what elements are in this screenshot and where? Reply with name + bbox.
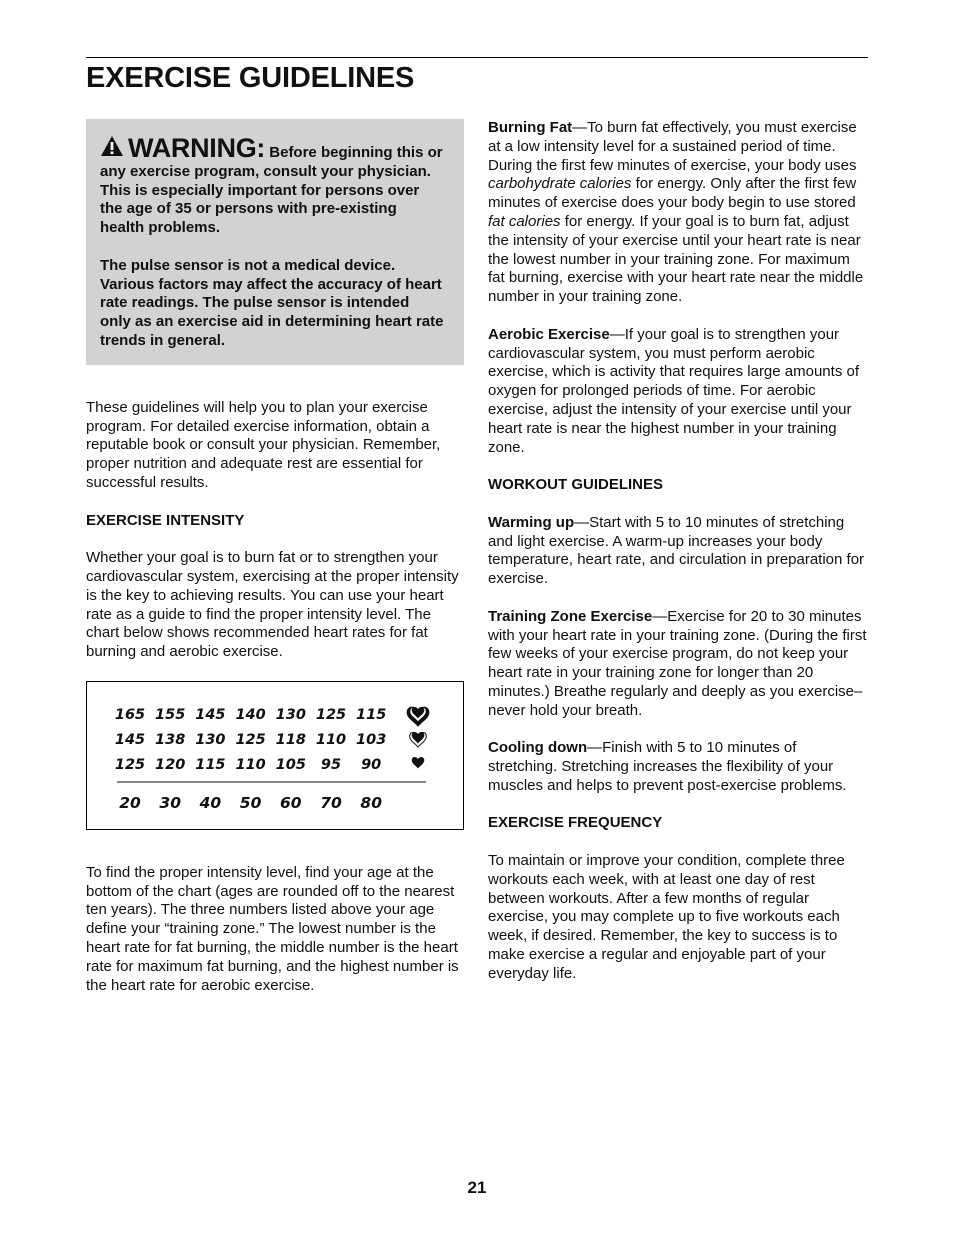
heart-rate-value: 125 bbox=[235, 731, 266, 748]
warning-paragraph-1 bbox=[100, 135, 444, 238]
heart-rate-value: 140 bbox=[235, 706, 266, 723]
cooling-down-text: —Finish with 5 to 10 minutes of stretching. Stretching increases the flexibility of your muscles and helps to prevent post-exercise problems. bbox=[488, 739, 847, 794]
training-zone-paragraph bbox=[488, 608, 868, 721]
heart-rate-value: 105 bbox=[275, 756, 306, 773]
heart-rate-value: 130 bbox=[275, 706, 306, 723]
single-heart-icon bbox=[412, 757, 424, 767]
heart-rate-chart-svg bbox=[87, 682, 457, 829]
heart-rate-value: 130 bbox=[195, 731, 226, 748]
aerobic-text: —If your goal is to strengthen your cardiovascular system, you must perform aerobic exercise, which is activity that requires large amounts of oxygen for prolonged periods of time. For aerobic exercise, adjust the intensity of your exercise until your heart rate is near the highest number in your training zone. bbox=[488, 325, 859, 456]
cooling-down-paragraph bbox=[488, 739, 868, 795]
heart-rate-value: 120 bbox=[155, 756, 186, 773]
top-rule bbox=[86, 57, 868, 58]
intro-paragraph: These guidelines will help you to plan your exercise program. For detailed exercise information, obtain a reputable book or consult your physician. Remember, proper nutrition and adequate rest are essential for successful results. bbox=[86, 398, 441, 491]
frequency-paragraph: To maintain or improve your condition, complete three workouts each week, with at least one day of rest between workouts. After a few months of regular exercise, you may complete up to five workouts each week, if desired. Remember, the key to success is to make exercise a regular and enjoyable part of your everyday life. bbox=[488, 852, 845, 982]
heart-rate-value: 110 bbox=[235, 756, 266, 773]
workout-guidelines-heading: WORKOUT GUIDELINES bbox=[488, 476, 663, 494]
warning-text-1: Before beginning this or any exercise program, consult your physician. This is especially important for persons over the age of 35 or persons with pre-existing health problems. bbox=[100, 144, 443, 237]
warming-up-text: —Start with 5 to 10 minutes of stretching and light exercise. A warm-up increases your body temperature, heart rate, and circulation in preparation for exercise. bbox=[488, 513, 865, 588]
burning-fat-label: Burning Fat bbox=[488, 119, 573, 136]
page-title: EXERCISE GUIDELINES bbox=[86, 62, 415, 94]
burning-fat-text-2: for energy. Only after the first few minutes of exercise does your body begin to use stored bbox=[488, 175, 857, 212]
heart-rate-value: 138 bbox=[155, 731, 186, 748]
heart-rate-value: 145 bbox=[114, 731, 146, 748]
training-zone-label: Training Zone Exercise bbox=[488, 607, 653, 625]
heart-rate-value: 125 bbox=[315, 706, 347, 723]
age-value: 80 bbox=[360, 793, 382, 812]
left-column bbox=[86, 119, 464, 1014]
age-value: 40 bbox=[199, 793, 222, 812]
age-value: 30 bbox=[159, 793, 181, 812]
right-column bbox=[488, 119, 868, 1002]
heart-rate-chart bbox=[86, 681, 464, 830]
warning-word: WARNING: bbox=[128, 133, 266, 163]
intensity-paragraph: Whether your goal is to burn fat or to strengthen your cardiovascular system, exercising at the proper intensity is the key to achieving results. You can use your heart rate as a guide to find the proper intensity level. The chart below shows recommended heart rates for fat burning and aerobic exercise. bbox=[86, 549, 459, 661]
heart-rate-value: 95 bbox=[320, 756, 342, 773]
double-heart-icon bbox=[410, 732, 427, 747]
heart-rate-value: 115 bbox=[356, 706, 387, 723]
warming-up-label: Warming up bbox=[488, 513, 575, 531]
heart-rate-value: 110 bbox=[315, 731, 347, 748]
burning-fat-paragraph bbox=[488, 119, 868, 307]
heart-rate-value: 118 bbox=[275, 731, 306, 748]
warning-heading bbox=[100, 133, 266, 163]
warning-triangle-icon bbox=[100, 135, 124, 157]
warming-up-paragraph bbox=[488, 514, 868, 589]
heart-rate-value: 165 bbox=[114, 706, 146, 723]
chart-explanation-paragraph: To find the proper intensity level, find your age at the bottom of the chart (ages are rounded off to the nearest ten years). The three numbers listed above your age define your “training zone.” The lowest number is the heart rate for fat burning, the middle number is the heart rate for maximum fat burning, and the highest number is the heart rate for aerobic exercise. bbox=[86, 863, 459, 994]
training-zone-text: —Exercise for 20 to 30 minutes with your heart rate in your training zone. (During the first few weeks of your exercise program, do not keep your heart rate in your training zone for longer than 20 minutes.) Breathe regularly and deeply as you exercise–never hold your breath. bbox=[488, 607, 867, 719]
warning-box bbox=[86, 119, 464, 365]
age-value: 70 bbox=[320, 793, 342, 812]
burning-fat-em-1: carbohydrate calories bbox=[488, 175, 632, 193]
heart-rate-value: 103 bbox=[356, 731, 387, 748]
age-value: 60 bbox=[280, 793, 302, 812]
aerobic-paragraph bbox=[488, 326, 868, 458]
heart-rate-value: 155 bbox=[155, 706, 186, 723]
page-number: 21 bbox=[467, 1178, 487, 1197]
age-value: 20 bbox=[119, 793, 141, 812]
exercise-frequency-heading: EXERCISE FREQUENCY bbox=[488, 814, 663, 832]
triple-heart-icon bbox=[407, 707, 429, 726]
burning-fat-em-2: fat calories bbox=[488, 212, 561, 230]
age-value: 50 bbox=[239, 793, 262, 812]
heart-rate-value: 145 bbox=[195, 706, 226, 723]
heart-rate-value: 115 bbox=[195, 756, 226, 773]
cooling-down-label: Cooling down bbox=[488, 739, 588, 757]
burning-fat-text-1: —To burn fat effectively, you must exercise at a low intensity level for a sustained period of time. During the first few minutes of exercise, your body uses bbox=[488, 119, 857, 174]
warning-text-2: The pulse sensor is not a medical device. Various factors may affect the accuracy of heart rate readings. The pulse sensor is intended only as an exercise aid in determining heart rate trends in general. bbox=[100, 256, 444, 349]
exercise-intensity-heading: EXERCISE INTENSITY bbox=[86, 511, 245, 529]
heart-rate-value: 125 bbox=[114, 756, 146, 773]
burning-fat-text-3: for energy. If your goal is to burn fat, adjust the intensity of your exercise until your heart rate is near the lowest number in your training zone. For maximum fat burning, exercise with your heart rate near the middle number in your training zone. bbox=[488, 212, 864, 306]
heart-rate-value: 90 bbox=[361, 756, 382, 773]
aerobic-label: Aerobic Exercise bbox=[488, 325, 610, 343]
